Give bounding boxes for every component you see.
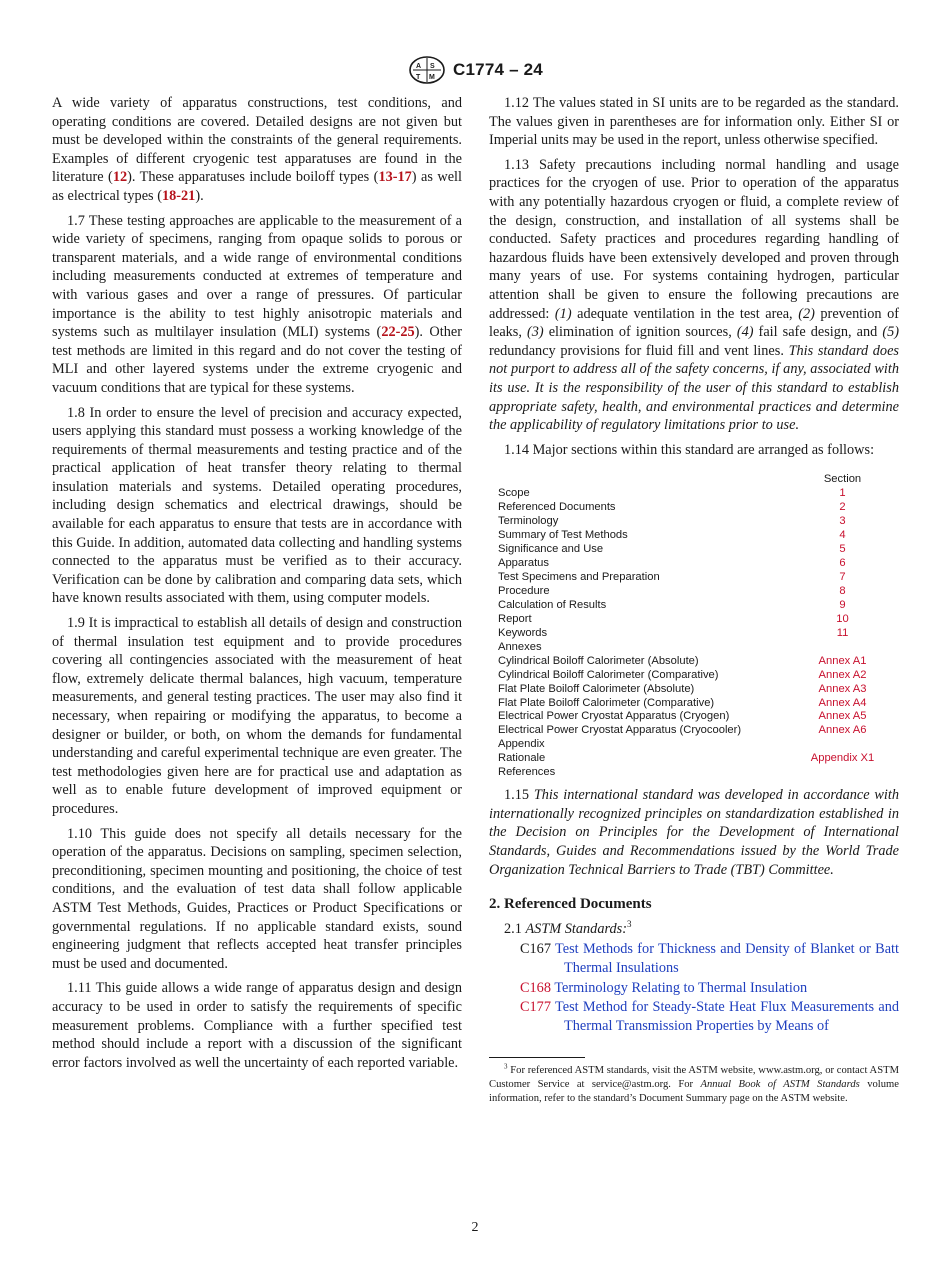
text-span: adequate ventilation in the test area, — [571, 305, 799, 322]
section-link — [795, 766, 890, 780]
text-span: A wide variety of apparatus constructions, test conditions, and operating conditions are covered. Detailed designs are not given but must be developed within the constraints of the general requirements. Examples of different cryogenic test apparatuses are found in the literature ( — [52, 95, 462, 186]
section-link[interactable]: Annex A6 — [818, 724, 867, 737]
section-label: Cylindrical Boiloff Calorimeter (Absolute) — [498, 654, 699, 667]
section-table-header — [498, 473, 890, 487]
section-table-row — [498, 599, 890, 613]
page-header — [0, 55, 950, 85]
standard-title-link[interactable]: Test Methods for Thickness and Density of Blanket or Batt Thermal Insulations — [555, 941, 899, 976]
paragraph-1-8: 1.8 In order to ensure the level of precision and accuracy expected, users applying this standard must possess a working knowledge of the requirements of thermal measurements and testing practice and of the practical application of heat transfer theory relating to thermal insulation materials and systems. Detailed operating procedures, including design schematics and electrical drawings, should be available for each apparatus to ensure that tests are in accordance with this Guide. In addition, automated data collecting and handling systems connected to the apparatus must be verified as to their accuracy. Verification can be done by calibration and comparing data sets, which have known results associated with them, using computer models. — [52, 404, 462, 607]
standard-title-link[interactable]: Terminology Relating to Thermal Insulation — [554, 979, 808, 996]
section-label: Apparatus — [498, 557, 549, 569]
text-span: 2.1 — [504, 920, 526, 937]
section-link[interactable]: 7 — [839, 570, 846, 583]
text-span: This international standard was developed in accordance with internationally recognized principles on standardization established in the Decision on Principles for the Development of International Standards, Guides and Recommendations issued by the World Trade Organization Technical Barriers to Trade (TBT) Committee. — [489, 787, 900, 878]
section-label: Significance and Use — [498, 543, 604, 556]
text-span: ) as well as electrical types ( — [52, 169, 462, 204]
footnote-number: 3 — [504, 1062, 508, 1071]
section-label: Test Specimens and Preparation — [498, 570, 660, 583]
table-cell — [498, 473, 795, 487]
section-link[interactable]: Annex A3 — [818, 682, 867, 695]
section-table-row — [498, 515, 890, 529]
svg-text:T: T — [416, 74, 421, 81]
section-link[interactable]: Appendix X1 — [810, 752, 875, 765]
section-link[interactable]: 6 — [839, 557, 846, 569]
standard-code-link[interactable]: C168 — [520, 979, 551, 996]
section-label: References — [498, 766, 556, 779]
list-number: (3) — [527, 324, 544, 341]
text-span: ). These apparatuses include boiloff types ( — [127, 169, 379, 186]
section-table-row — [498, 501, 890, 515]
paragraph-1-6-continued — [52, 94, 462, 206]
section-table-row — [498, 487, 890, 501]
section-table-row — [498, 613, 890, 627]
text-span: 1.7 These testing approaches are applicable to the measurement of a wide variety of specimens, ranging from opaque solids to porous or transparent materials, and a wide range of environmental conditions including measurements conducted at extremes of temperature and with various gases and over a range of pressures. Of particular importance is the ability to test highly anisotropic materials and systems such as multilayer insulation (MLI) systems ( — [52, 212, 462, 341]
standard-code-link[interactable]: C177 — [520, 999, 551, 1016]
section-table-row — [498, 557, 890, 571]
text-span: ). Other test methods are limited in this regard and do not cover the testing of MLI and other layered systems under the extreme cryogenic and vacuum conditions that are typical for these systems. — [52, 324, 462, 396]
section-label: Keywords — [498, 626, 548, 639]
section-label: Electrical Power Cryostat Apparatus (Cryogen) — [498, 710, 730, 723]
section-link[interactable]: 3 — [839, 515, 846, 528]
section-column-header: Section — [823, 473, 862, 486]
referenced-standard — [504, 998, 899, 1035]
section-table-row — [498, 641, 890, 655]
standard-designation: C1774 – 24 — [453, 60, 543, 79]
paragraph-1-7 — [52, 212, 462, 398]
text-span: volume information, refer to the standard’s Document Summary page on the ASTM website. — [489, 1079, 899, 1105]
section-table-row — [498, 697, 890, 711]
paragraph-1-13 — [489, 156, 899, 435]
reference-link[interactable]: 18-21 — [161, 187, 196, 204]
text-span: elimination of ignition sources, — [543, 324, 737, 341]
section-label: Cylindrical Boiloff Calorimeter (Comparative) — [498, 668, 719, 681]
paragraph-1-14: 1.14 Major sections within this standard are arranged as follows: — [504, 441, 875, 458]
paragraph-1-10: 1.10 This guide does not specify all details necessary for the operation of the apparatus. Decisions on sampling, specimen selection, preconditioning, specimen mounting and positioning, the choice of test conditions, and the evaluation of test data shall follow applicable ASTM Test Methods, Guides, Practices or Product Specifications or governmental regulations. If no applicable standard exists, sound engineering judgment that reflects accepted heat transfer principles must be used and documented. — [52, 825, 462, 972]
section-label: Electrical Power Cryostat Apparatus (Cryocooler) — [498, 724, 742, 737]
section-label: Report — [498, 612, 532, 625]
reference-link[interactable]: 22-25 — [381, 324, 415, 341]
section-table — [498, 473, 890, 780]
text-span: fail safe design, and — [753, 324, 883, 341]
section-table-row — [498, 543, 890, 557]
text-span: ). — [195, 187, 204, 204]
paragraph-1-12: 1.12 The values stated in SI units are to be regarded as the standard. The values given in parentheses are for information only. Either SI or Imperial units may be used in the report, unless otherwise specified. — [489, 95, 899, 149]
text-span: ASTM Standards: — [525, 920, 627, 937]
section-label: Terminology — [498, 515, 559, 528]
section-table-row — [498, 627, 890, 641]
section-label: Rationale — [498, 752, 546, 765]
section-table-row — [498, 738, 890, 752]
text-span: redundancy provisions for fluid fill and vent lines. — [489, 342, 789, 359]
referenced-standards-list — [489, 940, 899, 1035]
text-span: 1.13 Safety precautions including normal handling and usage practices for the cryogen of use. Prior to operation of the apparatus with any potentially hazardous cryogen or fluid, a complete review of the design, construction, and installation of all systems shall be conducted. Safety practices and procedures regarding handling of hazardous fluids have been extensively developed and proven through many years of use. For systems containing hydrogen, particular attention shall be given to ensure the following precautions are addressed: — [489, 156, 899, 322]
text-span: Annual Book of ASTM Standards — [700, 1079, 860, 1091]
section-link[interactable]: 8 — [839, 584, 846, 597]
paragraph-1-9: 1.9 It is impractical to establish all details of design and construction of thermal insulation test equipment and to provide procedures covering all contingencies associated with the measurement of heat flow, extremely delicate thermal balances, high vacuum, temperature measurements, and general testing practices. The user may also find it necessary, when repairing or modifying the apparatus, to become a designer or builder, or both, on whom the demands for fundamental understanding and careful experimental technique are even greater. The test methodologies given here are for practical use and adaptation as well as to enable future development of improved equipment or procedures. — [52, 615, 462, 817]
standard-title-link[interactable]: Test Method for Steady-State Heat Flux Measurements and Thermal Transmission Properties by Means of — [554, 999, 899, 1034]
section-label: Calculation of Results — [498, 598, 607, 611]
section-link[interactable]: Annex A5 — [818, 710, 867, 723]
paragraph-1-11: 1.11 This guide allows a wide range of apparatus design and design accuracy to be used in order to satisfy the requirements of specific measurement problems. Compliance with a further specified test method should include a report with a discussion of the significant error factors involved as well the uncertainty of each reported variable. — [52, 980, 462, 1071]
section-table-row — [498, 752, 890, 766]
section-label: Scope — [498, 487, 530, 500]
list-number: (4) — [736, 324, 754, 341]
section-table-row — [498, 529, 890, 543]
section-label: Referenced Documents — [498, 501, 616, 514]
left-column — [52, 94, 462, 1078]
section-table-row — [498, 683, 890, 697]
section-link[interactable]: 11 — [836, 626, 849, 639]
safety-disclaimer: This standard does not purport to address all of the safety concerns, if any, associated with its use. It is the responsibility of the user of this standard to establish appropriate safety, health, and environmental practices and determine the applicability of regulatory limitations prior to use. — [489, 342, 899, 434]
section-table-row — [498, 571, 890, 585]
subsection-2-1 — [489, 920, 899, 939]
referenced-standard — [504, 979, 899, 998]
section-2-heading: 2. Referenced Documents — [489, 896, 652, 913]
section-table-row — [498, 585, 890, 599]
referenced-standard — [504, 940, 899, 977]
reference-link[interactable]: 13-17 — [378, 169, 412, 186]
footnote-marker[interactable]: 3 — [627, 919, 632, 930]
section-label: Annexes — [498, 640, 542, 653]
section-label: Summary of Test Methods — [498, 529, 628, 542]
paragraph-1-15 — [489, 786, 899, 879]
svg-text:S: S — [430, 63, 435, 70]
section-label: Procedure — [498, 584, 550, 597]
standard-code-link[interactable]: C167 — [520, 941, 551, 958]
section-link[interactable]: 1 — [839, 487, 846, 500]
section-link[interactable]: Annex A1 — [818, 654, 867, 667]
text-span: prevention of leaks, — [489, 305, 900, 341]
section-link[interactable]: 4 — [839, 529, 846, 542]
reference-link[interactable]: 12 — [112, 169, 128, 186]
svg-text:M: M — [429, 74, 435, 81]
section-table-row — [498, 766, 890, 780]
list-number: (2) — [798, 305, 815, 322]
section-table-row — [498, 669, 890, 683]
section-link — [795, 738, 890, 752]
section-link[interactable]: Annex A2 — [818, 668, 867, 681]
footnote-divider — [489, 1057, 585, 1058]
section-table-row — [498, 724, 890, 738]
page-number: 2 — [471, 1220, 479, 1235]
section-link — [795, 641, 890, 655]
text-span: For referenced ASTM standards, visit the ASTM website, www.astm.org, or contact ASTM Customer Service at service@astm.org. For — [489, 1065, 899, 1091]
section-link[interactable]: 10 — [836, 612, 849, 625]
section-link[interactable]: Annex A4 — [818, 696, 867, 709]
section-link[interactable]: 9 — [839, 598, 846, 611]
section-label: Flat Plate Boiloff Calorimeter (Comparative) — [498, 696, 715, 709]
section-link[interactable]: 2 — [839, 501, 846, 514]
list-number: (5) — [882, 324, 899, 341]
right-column — [489, 94, 899, 1106]
astm-logo-icon — [407, 55, 447, 85]
footnote-3 — [489, 1064, 899, 1106]
section-label: Flat Plate Boiloff Calorimeter (Absolute) — [498, 682, 695, 695]
text-span: 1.15 — [504, 787, 534, 804]
section-table-body — [498, 487, 890, 780]
list-number: (1) — [554, 305, 572, 322]
svg-text:A: A — [416, 63, 422, 70]
section-table-row — [498, 710, 890, 724]
section-link[interactable]: 5 — [839, 543, 846, 556]
section-label: Appendix — [498, 738, 545, 751]
section-table-row — [498, 655, 890, 669]
